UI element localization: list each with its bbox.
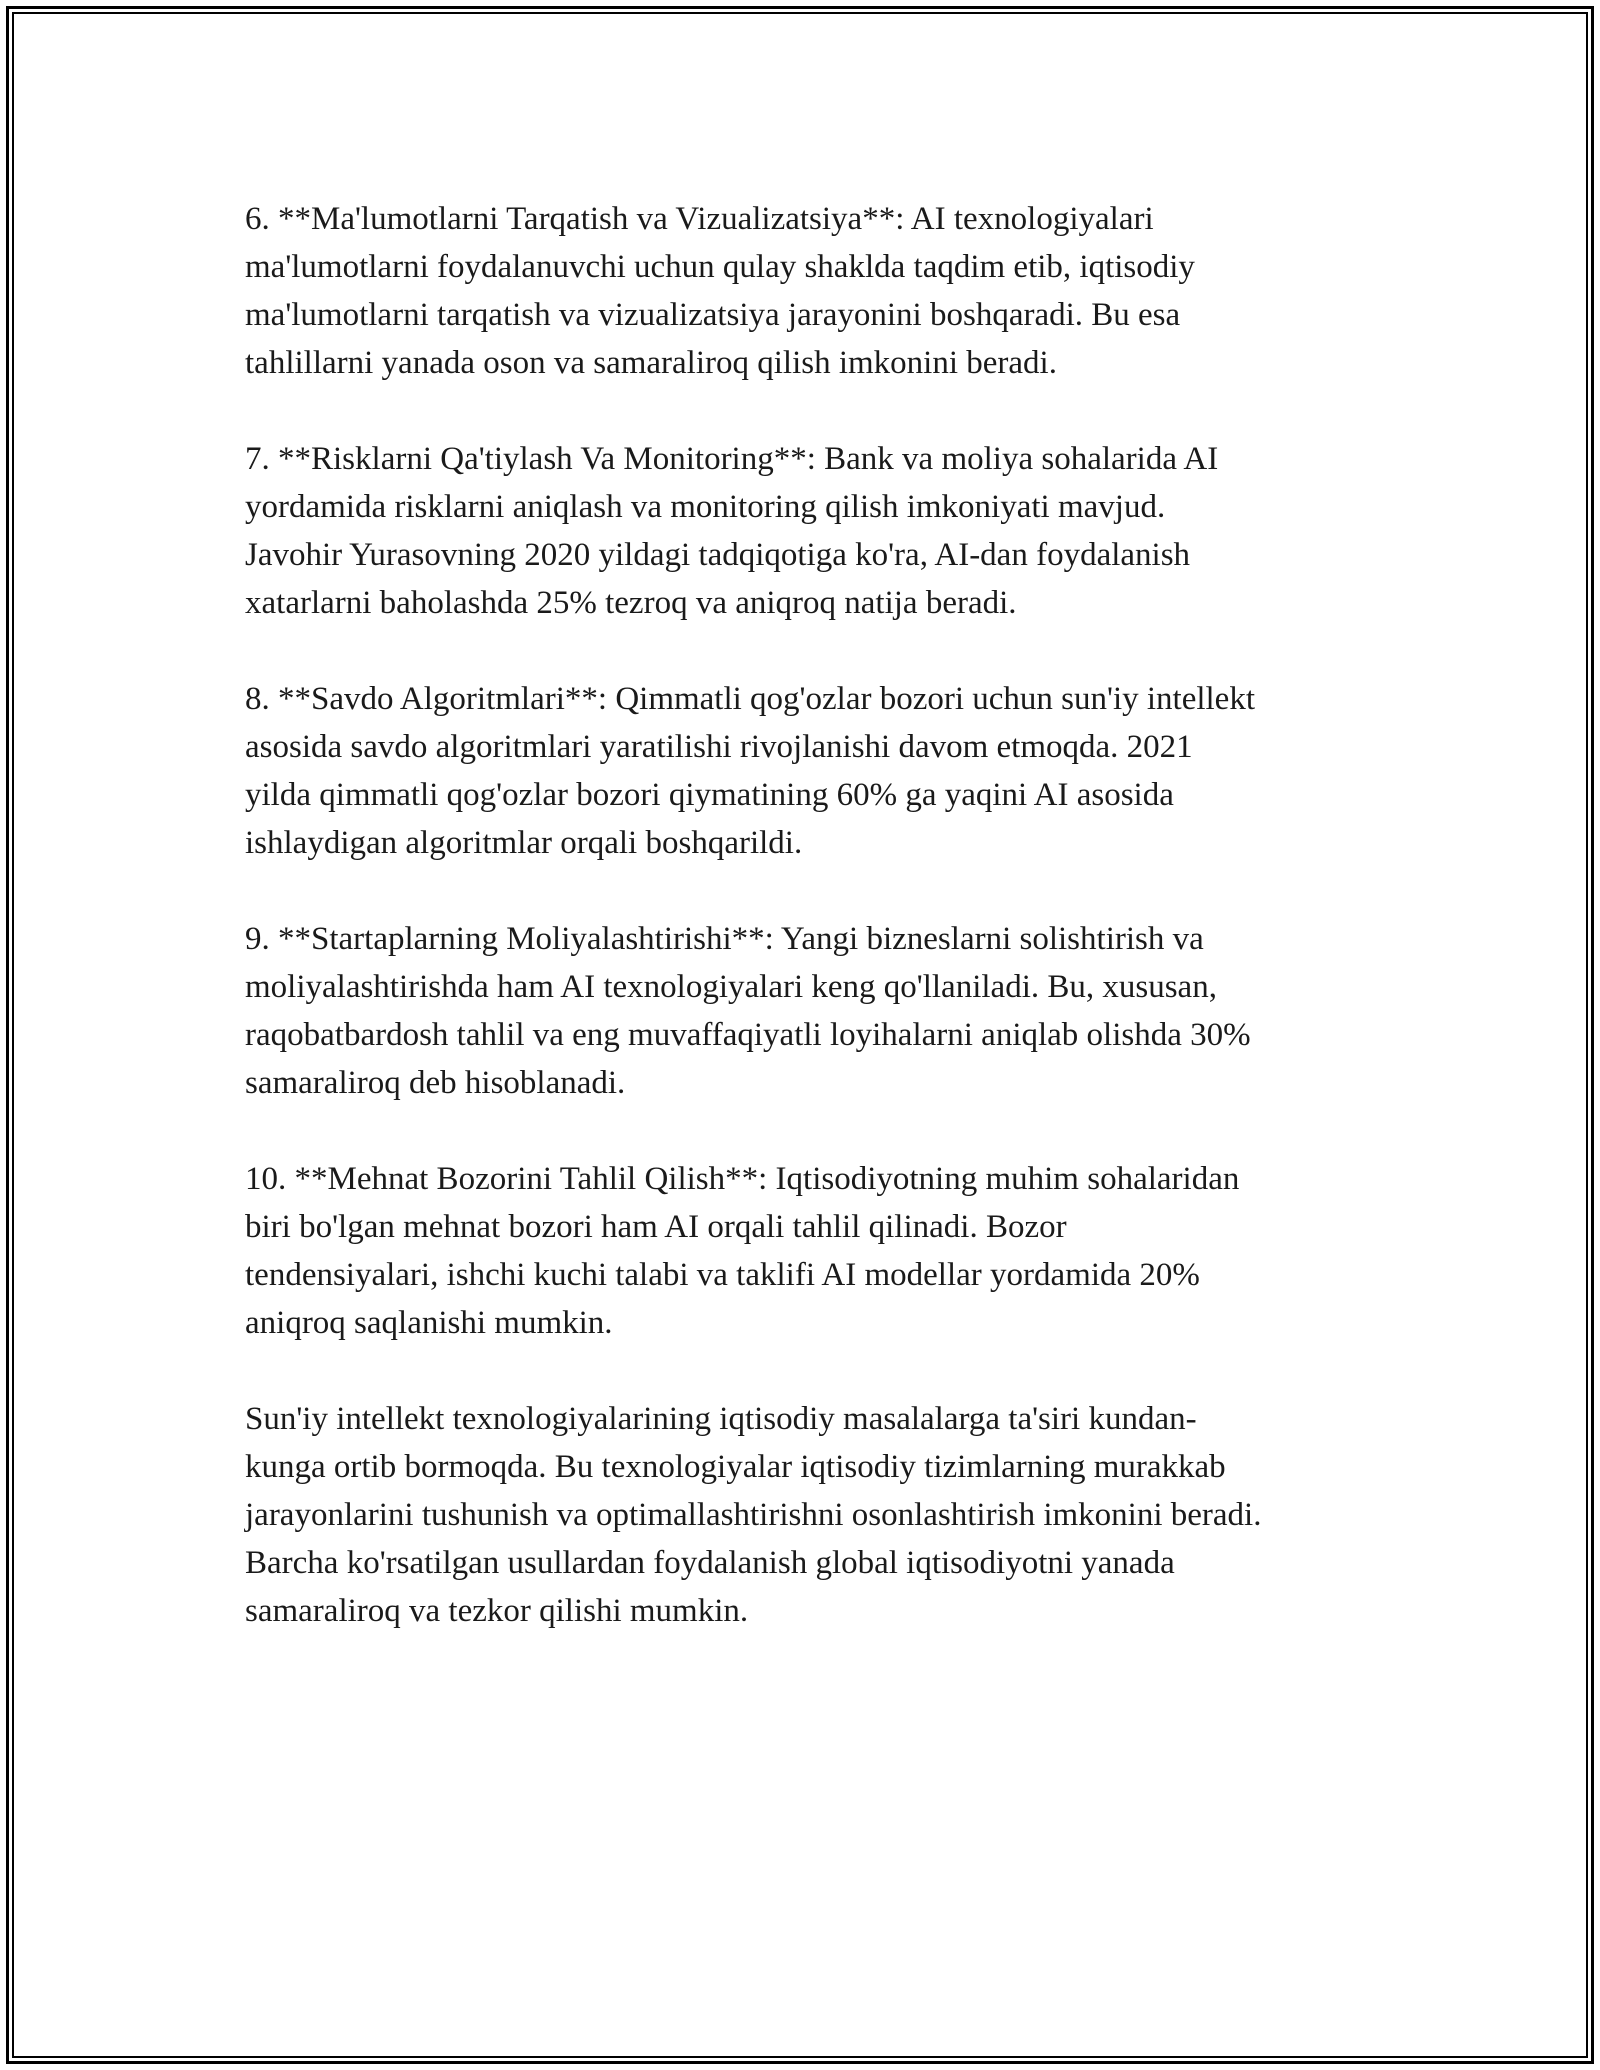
paragraph-item-7: 7. **Risklarni Qa'tiylash Va Monitoring**: Bank va moliya sohalarida AI yordamida risklarni aniqlash va monitoring qilish imkoniyati mavjud. Javohir Yurasovning 2020 yildagi tadqiqotiga ko'ra, AI-dan foydalanish xatarlarni baholashda 25% tezroq va aniqroq natija beradi. xyxy=(245,441,1219,621)
paragraph-item-9: 9. **Startaplarning Moliyalashtirishi**: Yangi bizneslarni solishtirish va moliyalashtirishda ham AI texnologiyalari keng qo'llaniladi. Bu, xususan, raqobatbardosh tahlil va eng muvaffaqiyatli loyihalarni aniqlab olishda 30% samaraliroq deb hisoblanadi. xyxy=(245,921,1251,1101)
document-body xyxy=(245,195,1385,1635)
paragraph-item-10: 10. **Mehnat Bozorini Tahlil Qilish**: Iqtisodiyotning muhim sohalaridan biri bo'lgan mehnat bozori ham AI orqali tahlil qilinadi. Bozor tendensiyalari, ishchi kuchi talabi va taklifi AI modellar yordamida 20% aniqroq saqlanishi mumkin. xyxy=(245,1161,1240,1341)
paragraph-item-6: 6. **Ma'lumotlarni Tarqatish va Vizualizatsiya**: AI texnologiyalari ma'lumotlarni foydalanuvchi uchun qulay shaklda taqdim etib, iqtisodiy ma'lumotlarni tarqatish va vizualizatsiya jarayonini boshqaradi. Bu esa tahlillarni yanada oson va samaraliroq qilish imkonini beradi. xyxy=(245,201,1195,381)
page-border xyxy=(6,6,1594,2064)
paragraph-item-8: 8. **Savdo Algoritmlari**: Qimmatli qog'ozlar bozori uchun sun'iy intellekt asosida savdo algoritmlari yaratilishi rivojlanishi davom etmoqda. 2021 yilda qimmatli qog'ozlar bozori qiymatining 60% ga yaqini AI asosida ishlaydigan algoritmlar orqali boshqarildi. xyxy=(245,681,1255,861)
paragraph-conclusion: Sun'iy intellekt texnologiyalarining iqtisodiy masalalarga ta'siri kundan- kunga ortib bormoqda. Bu texnologiyalar iqtisodiy tizimlarning murakkab jarayonlarini tushunish va optimallashtirishni osonlashtirish imkonini beradi. Barcha ko'rsatilgan usullardan foydalanish global iqtisodiyotni yanada samaraliroq va tezkor qilishi mumkin. xyxy=(245,1401,1262,1629)
